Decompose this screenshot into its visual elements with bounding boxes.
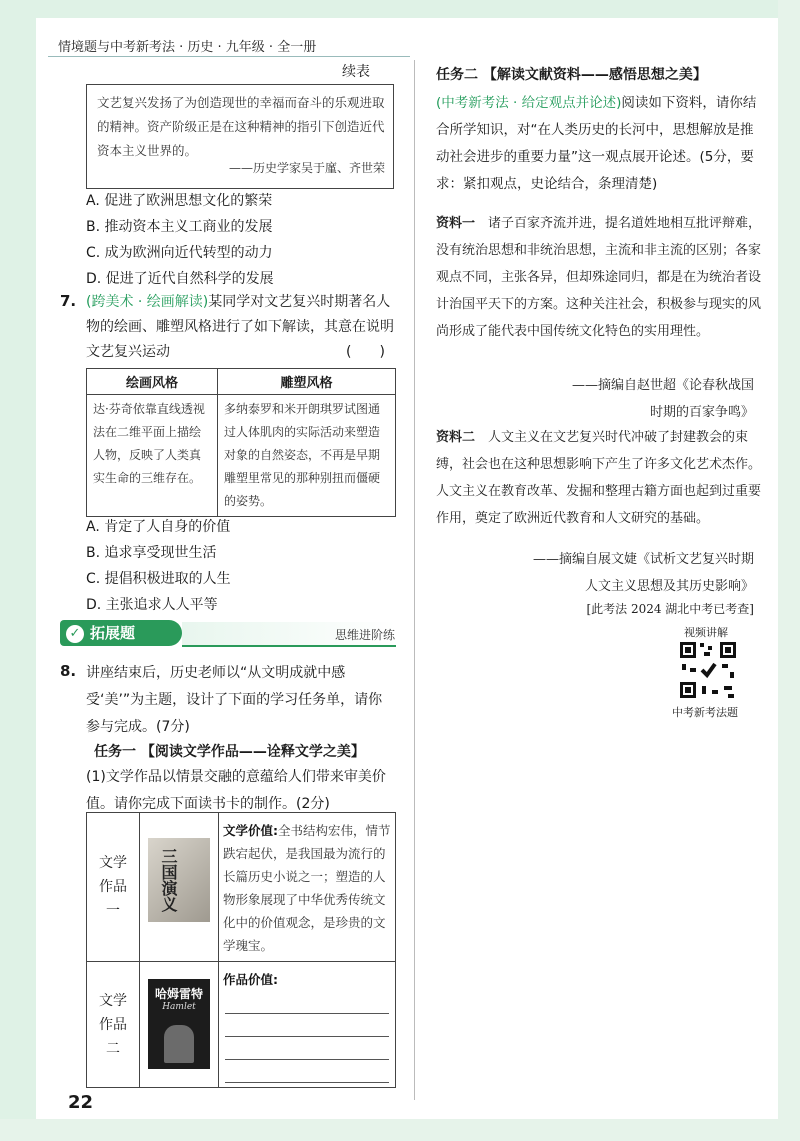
- q7-style-table: [86, 368, 396, 517]
- section-tag-right: 思维进阶练: [334, 628, 395, 642]
- book2-cover-cell: [140, 962, 219, 1088]
- qr-bottom-label: 中考新考法题: [672, 706, 738, 719]
- q6-option-c[interactable]: C. 成为欧洲向近代转型的动力: [86, 245, 273, 261]
- continued-label: 续表: [342, 64, 370, 80]
- quote-box: [86, 84, 394, 189]
- q6-option-b[interactable]: B. 推动资本主义工商业的发展: [86, 219, 273, 235]
- task1-title: 任务一 【阅读文学作品——诠释文学之美】: [94, 744, 365, 760]
- task1-question: (1)文学作品以情景交融的意蕴给人们带来审美价值。请你完成下面读书卡的制作。(2分): [86, 769, 386, 812]
- q7-option-c[interactable]: C. 提倡积极进取的人生: [86, 571, 231, 587]
- material-1-text: 诸子百家齐流并进，提名道姓地相互批评辩难，没有统治思想和非统治思想，主流和非主流的区别；各家观点不同，主张各异，但却殊途同归，都是在为统治者设计治国平天下的方案。这种关注社会，积极参与现实的风尚形成了能代表中国传统文化特色的实用理性。: [436, 216, 762, 339]
- page-border-right: [778, 0, 800, 1141]
- q7-answer-paren[interactable]: ( ): [346, 344, 385, 360]
- book1-label: 文学作品一: [87, 813, 140, 962]
- q8-stem: 讲座结束后，历史老师以“从文明成就中感受‘美’”为主题，设计了下面的学习任务单，请你参与完成。(7分): [86, 665, 383, 735]
- material-1: [436, 210, 766, 345]
- header-rule: [48, 56, 410, 57]
- exam-note: [此考法 2024 湖北中考已考查]: [586, 602, 754, 616]
- task2-title: 任务二 【解读文献资料——感悟思想之美】: [436, 67, 707, 83]
- q7-option-a[interactable]: A. 肯定了人自身的价值: [86, 519, 231, 535]
- page-border-left: [0, 0, 36, 1141]
- column-divider: [414, 60, 415, 1100]
- material-1-source: ——摘编自赵世超《论春秋战国 时期的百家争鸣》: [571, 378, 754, 420]
- q7-stem-text: 某同学对文艺复兴时期著名人物的绘画、雕塑风格进行了如下解读，其意在说明文艺复兴运动: [86, 294, 394, 360]
- q7-number: 7.: [60, 292, 77, 310]
- quote-text: 文艺复兴发扬了为创造现世的幸福而奋斗的乐观进取的精神。资产阶级正是在这种精神的指引下创造近代资本主义世界的。: [97, 95, 385, 158]
- check-icon: ✓: [66, 625, 84, 643]
- book1-value: 文学价值:全书结构宏伟，情节跌宕起伏，是我国最为流行的长篇历史小说之一；塑造的人物形象展现了中华优秀传统文化中的价值观念，是珍贵的文学瑰宝。: [219, 813, 396, 962]
- q7-col1-text: 达·芬奇依靠直线透视法在二维平面上描绘人物，反映了人类真实生命的三维存在。: [87, 395, 218, 517]
- material-2-label: 资料二: [436, 430, 476, 445]
- answer-line[interactable]: [225, 991, 389, 1014]
- book1-cover-cell: [140, 813, 219, 962]
- answer-line[interactable]: [225, 1060, 389, 1083]
- q7-tag: (跨美术 · 绘画解读): [86, 294, 209, 310]
- reading-card-table: [86, 812, 396, 1088]
- q7-col2-text: 多纳泰罗和米开朗琪罗试图通过人体肌肉的实际活动来塑造对象的自然姿态，不再是早期雕塑里常见的那种别扭而僵硬的姿势。: [218, 395, 396, 517]
- q7-option-b[interactable]: B. 追求享受现世生活: [86, 545, 217, 561]
- task2-question: [436, 90, 764, 198]
- section-tag-rule: [182, 645, 396, 647]
- quote-source: ——历史学家吴于廑、齐世荣: [228, 161, 385, 175]
- page-number: 22: [68, 1092, 94, 1113]
- section-tag: [60, 620, 182, 646]
- material-2-source: ——摘编自展文婕《试析文艺复兴时期 人文主义思想及其历史影响》: [532, 552, 754, 594]
- answer-line[interactable]: [225, 1037, 389, 1060]
- q7-col1-head: 绘画风格: [87, 369, 218, 395]
- q8-number: 8.: [60, 662, 77, 680]
- book2-cover-image: 哈姆雷特 Hamlet: [148, 979, 210, 1069]
- running-header: 情境题与中考新考法 · 历史 · 九年级 · 全一册: [58, 40, 317, 55]
- book2-value[interactable]: 作品价值:: [219, 962, 396, 1088]
- material-1-label: 资料一: [436, 216, 476, 231]
- q6-option-a[interactable]: A. 促进了欧洲思想文化的繁荣: [86, 193, 273, 209]
- qr-code-icon[interactable]: [678, 640, 738, 700]
- book2-label: 文学作品二: [87, 962, 140, 1088]
- page-border-bottom: [0, 1119, 800, 1141]
- task2-tag: (中考新考法 · 给定观点并论述): [436, 95, 622, 111]
- material-2-text: 人文主义在文艺复兴时代冲破了封建教会的束缚，社会也在这种思想影响下产生了许多文化艺术杰作。人文主义在教育改革、发掘和整理古籍方面也起到过重要作用，奠定了欧洲近代教育和人文研究的基础。: [436, 430, 762, 526]
- q7-col2-head: 雕塑风格: [218, 369, 396, 395]
- section-tag-label: 拓展题: [90, 624, 136, 642]
- book1-cover-image: 三国演义: [148, 838, 210, 922]
- answer-line[interactable]: [225, 1014, 389, 1037]
- task2-question-text: 阅读如下资料，请你结合所学知识，对“在人类历史的长河中，思想解放是推动社会进步的重要力量”这一观点展开论述。(5分，要求：紧扣观点，史论结合，条理清楚): [436, 95, 757, 192]
- page-border-top: [0, 0, 800, 18]
- qr-top-label: 视频讲解: [684, 626, 728, 639]
- material-2: [436, 424, 766, 532]
- q6-option-d[interactable]: D. 促进了近代自然科学的发展: [86, 271, 274, 287]
- q7-option-d[interactable]: D. 主张追求人人平等: [86, 597, 218, 613]
